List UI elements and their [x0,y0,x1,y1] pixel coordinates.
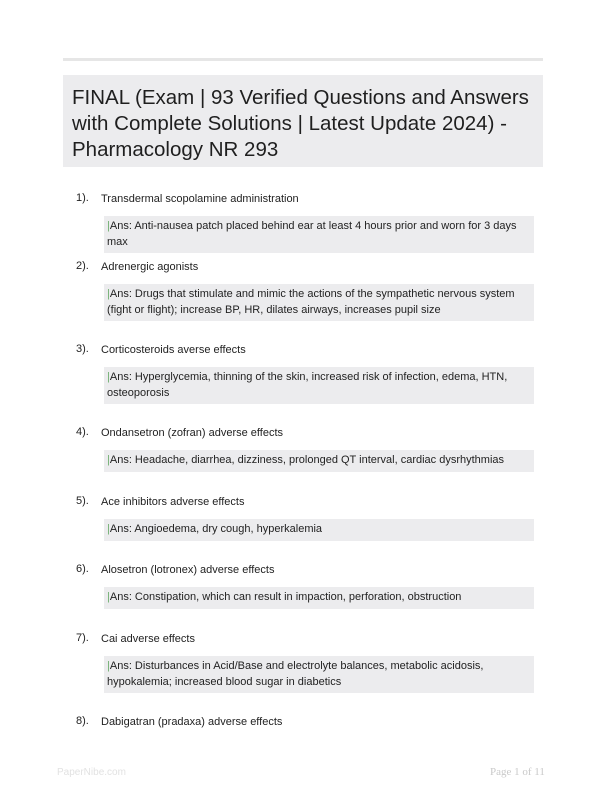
question-text: Corticosteroids averse effects [101,344,246,356]
question-number: 2). [76,260,89,272]
answer-text: Ans: Headache, diarrhea, dizziness, prolonged QT interval, cardiac dysrhythmias [109,454,505,466]
question-text: Ace inhibitors adverse effects [101,496,245,508]
question-number: 8). [76,715,89,727]
answer-box [104,519,534,541]
question-text: Transdermal scopolamine administration [101,193,299,205]
question-number: 3). [76,343,89,355]
question-text: Dabigatran (pradaxa) adverse effects [101,716,283,728]
top-divider [63,58,543,61]
answer-box [104,284,534,321]
answer-box [104,450,534,472]
question-number: 7). [76,632,89,644]
answer-text: Ans: Drugs that stimulate and mimic the actions of the sympathetic nervous system (fight or flight); increase BP, HR, dilates airways, increases pupil size [107,288,515,316]
question-text: Ondansetron (zofran) adverse effects [101,427,284,439]
question-text: Adrenergic agonists [101,261,199,273]
answer-bar-icon: | [107,591,110,603]
footer-watermark: PaperNibe.com [57,767,126,778]
answer-box [104,216,534,253]
answer-box [104,367,534,404]
answer-box [104,587,534,609]
answer-bar-icon: | [107,288,110,300]
question-number: 4). [76,426,89,438]
answer-bar-icon: | [107,523,110,535]
answer-text: Ans: Disturbances in Acid/Base and electrolyte balances, metabolic acidosis, hypokalemia; increased blood sugar in diabetics [107,660,484,688]
page-number: Page 1 of 11 [490,766,545,778]
answer-bar-icon: | [107,371,110,383]
answer-text: Ans: Hyperglycemia, thinning of the skin, increased risk of infection, edema, HTN, osteoporosis [107,371,508,399]
answer-bar-icon: | [107,660,110,672]
answer-text: Ans: Angioedema, dry cough, hyperkalemia [109,523,323,535]
title-block [63,75,543,167]
question-text: Alosetron (lotronex) adverse effects [101,564,275,576]
question-number: 6). [76,563,89,575]
question-number: 5). [76,495,89,507]
answer-bar-icon: | [107,220,110,232]
document-title: FINAL (Exam | 93 Verified Questions and Answers with Complete Solutions | Latest Update 2024) - Pharmacology NR 293 [72,86,529,161]
answer-box [104,656,534,693]
question-number: 1). [76,192,89,204]
answer-bar-icon: | [107,454,110,466]
answer-text: Ans: Constipation, which can result in impaction, perforation, obstruction [109,591,462,603]
answer-text: Ans: Anti-nausea patch placed behind ear at least 4 hours prior and worn for 3 days max [107,220,517,248]
question-text: Cai adverse effects [101,633,195,645]
